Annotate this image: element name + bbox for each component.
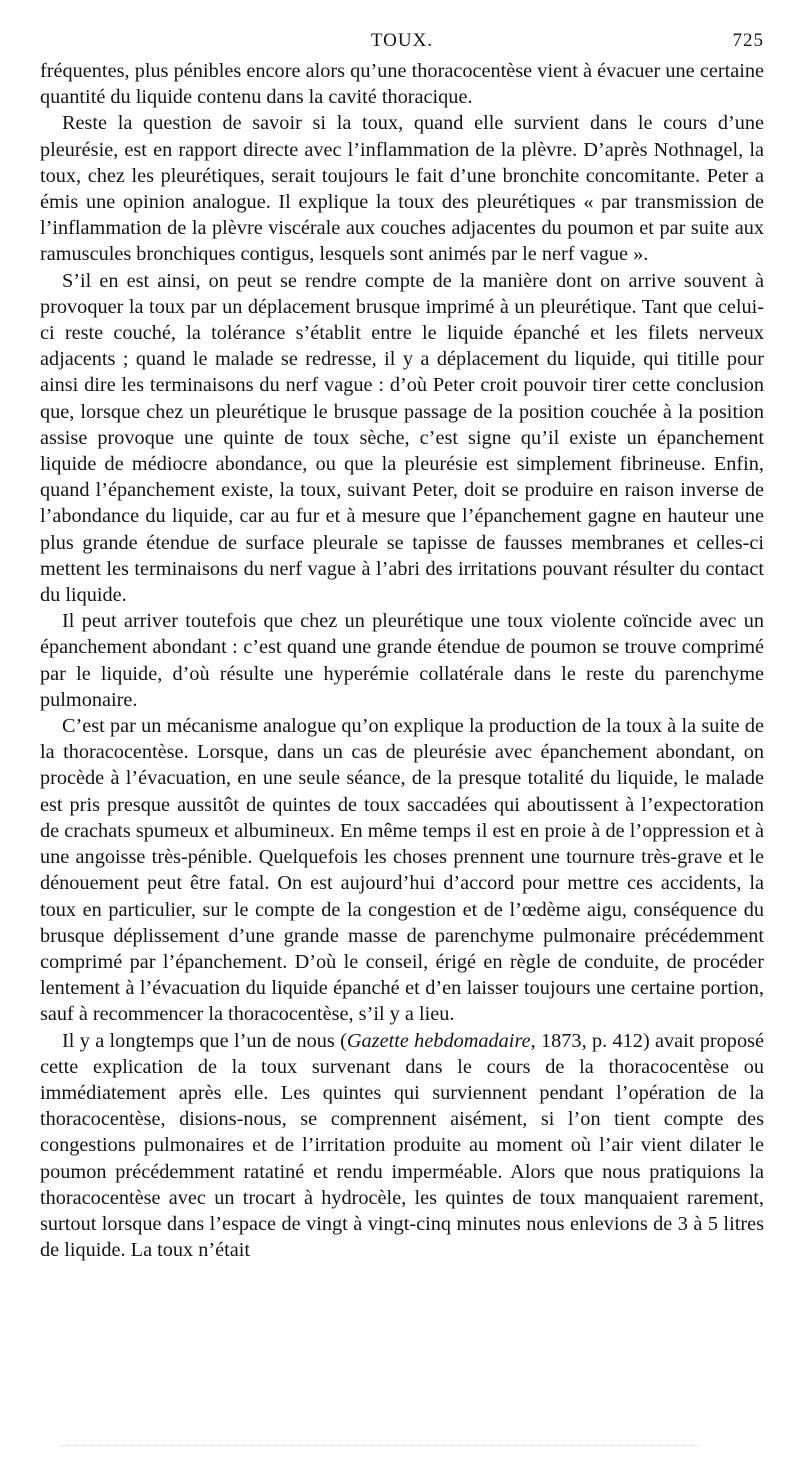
text-after-citation: , 1873, p. 412) avait proposé cette explication de la toux survenant dans le cours de la thoracocentèse ou immédiatement après elle. Les quintes qui surviennent pendant l’opération de la thoracocentèse, disions-nous, se comprennent aisément, si l’on tient compte des congestions pulmonaires et de l’irritation produite au moment où l’air vient dilater le poumon précédemment ratatiné et rendu imperméable. Alors que nous pratiquions la thoracocentèse avec un trocart à hydrocèle, les quintes de toux manquaient rarement, surtout lorsque dans l’espace de vingt à vingt-cinq minutes nous enlevions de 3 à 5 litres de liquide. La toux n’était [40, 1029, 764, 1262]
paragraph: Il peut arriver toutefois que chez un pleurétique une toux violente coïncide avec un épanchement abondant : c’est quand une grande étendue de poumon se trouve comprimé par le liquide, d’où résulte une hyperémie collatérale dans le reste du parenchyme pulmonaire. [40, 610, 764, 711]
text-before-citation: Il y a longtemps que l’un de nous ( [62, 1029, 347, 1052]
paragraph: C’est par un mécanisme analogue qu’on explique la production de la toux à la suite de la thoracocentèse. Lorsque, dans un cas de pleurésie avec épanchement abondant, on procède à l’évacuation, en une seule séance, de la presque totalité du liquide, le malade est pris presque aussitôt de quintes de toux saccadées qui aboutissent à l’expectoration de crachats spumeux et albumineux. En même temps il est en proie à de l’oppression et à une angoisse très-pénible. Quelquefois les choses prennent une tournure très-grave et le dénouement peut être fatal. On est aujourd’hui d’accord pour mettre ces accidents, la toux en particulier, sur le compte de la congestion et de l’œdème aigu, conséquence du brusque déplissement d’une grande masse de parenchyme pulmonaire précédemment comprimé par l’épanchement. D’où le conseil, érigé en règle de conduite, de procéder lentement à l’évacuation du liquide épanché et d’en laisser toujours une certaine portion, sauf à recommencer la thoracocentèse, s’il y a lieu. [40, 715, 764, 1026]
running-title: TOUX. [370, 30, 434, 51]
paragraph-continued: fréquentes, plus pénibles encore alors qu’une thoracocentèse vient à évacuer une certaine quantité du liquide contenu dans la cavité thoracique. [40, 60, 764, 109]
body-text [40, 58, 764, 1263]
book-page [40, 30, 764, 1263]
paragraph: Reste la question de savoir si la toux, quand elle survient dans le cours d’une pleurésie, est en rapport directe avec l’inflammation de la plèvre. D’après Nothnagel, la toux, chez les pleurétiques, serait toujours le fait d’une bronchite concomitante. Peter a émis une opinion analogue. Il explique la toux des pleurétiques « par transmission de l’inflammation de la plèvre viscérale aux couches adjacentes du poumon et par suite aux ramuscules bronchiques contigus, lesquels sont animés par le nerf vague ». [40, 112, 764, 266]
page-number: 725 [732, 30, 764, 51]
page-bottom-specks [60, 1445, 700, 1450]
paragraph-last [40, 1028, 764, 1264]
paragraph: S’il en est ainsi, on peut se rendre compte de la manière dont on arrive souvent à provoquer la toux par un déplacement brusque imprimé à un pleurétique. Tant que celui-ci reste couché, la tolérance s’établit entre le liquide épanché et les filets nerveux adjacents ; quand le malade se redresse, il y a déplacement du liquide, qui titille pour ainsi dire les terminaisons du nerf vague : d’où Peter croit pouvoir tirer cette conclusion que, lorsque chez un pleurétique le brusque passage de la position couchée à la position assise provoque une quinte de toux sèche, c’est signe qu’il existe un épanchement liquide de médiocre abondance, ou que la pleurésie est simplement fibrineuse. Enfin, quand l’épanchement existe, la toux, suivant Peter, doit se produire en raison inverse de l’abondance du liquide, car au fur et à mesure que l’épanchement gagne en hauteur une plus grande étendue de surface pleurale se tapisse de fausses membranes et celles-ci mettent les terminaisons du nerf vague à l’abri des irritations pouvant résulter du contact du liquide. [40, 269, 764, 607]
running-head [40, 30, 764, 58]
citation-title: Gazette hebdomadaire [346, 1029, 531, 1052]
